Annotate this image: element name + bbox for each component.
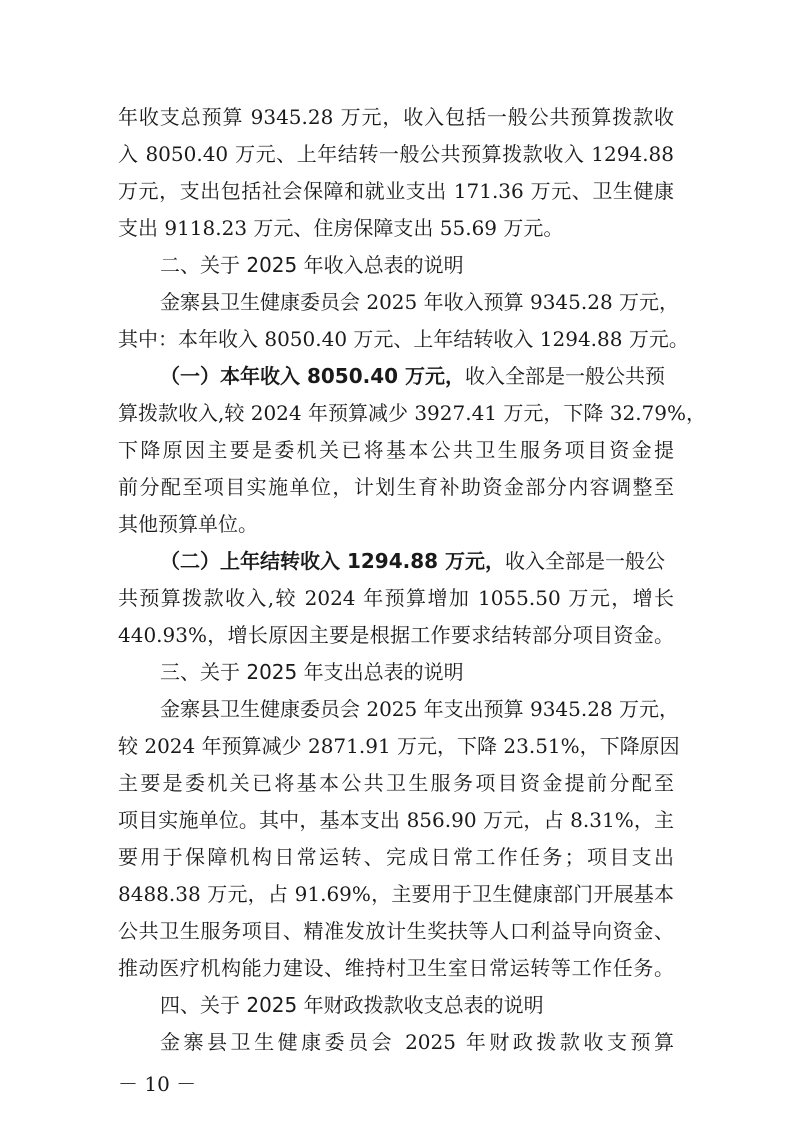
text-span: 收入全部是一般公 <box>505 549 666 573</box>
text-line <box>160 549 665 573</box>
subheading-bold: （二）上年结转收入 1294.88 万元， <box>160 549 506 573</box>
text-line: 主要是委机关已将基本公共卫生服务项目资金提前分配至 <box>118 771 674 795</box>
text-line: 其他预算单位。 <box>118 512 258 536</box>
text-line: 万元，支出包括社会保障和就业支出 171.36 万元、卫生健康 <box>118 179 674 203</box>
text-line: 推动医疗机构能力建设、维持村卫生室日常运转等工作任务。 <box>118 956 674 980</box>
text-line: 共预算拨款收入,较 2024 年预算增加 1055.50 万元，增长 <box>118 586 674 610</box>
text-line: 公共卫生服务项目、精准发放计生奖扶等人口利益导向资金、 <box>118 919 674 943</box>
text-line: 较 2024 年预算减少 2871.91 万元，下降 23.51%，下降原因 <box>118 734 680 758</box>
text-line: 金寨县卫生健康委员会 2025 年财政拨款收支预算 <box>160 1030 674 1054</box>
text-span: 收入全部是一般公共预 <box>465 364 666 388</box>
section-heading: 四、关于 2025 年财政拨款收支总表的说明 <box>160 993 544 1017</box>
text-line <box>160 364 665 388</box>
text-line: 8488.38 万元，占 91.69%，主要用于卫生健康部门开展基本 <box>118 882 674 906</box>
subheading-bold: （一）本年收入 8050.40 万元， <box>160 364 466 388</box>
text-line: 440.93%，增长原因主要是根据工作要求结转部分项目资金。 <box>118 623 674 647</box>
text-line: 要用于保障机构日常运转、完成日常工作任务；项目支出 <box>118 845 674 869</box>
text-line: 项目实施单位。其中，基本支出 856.90 万元，占 8.31%，主 <box>118 808 674 832</box>
text-line: 支出 9118.23 万元、住房保障支出 55.69 万元。 <box>118 216 564 240</box>
text-line: 年收支总预算 9345.28 万元，收入包括一般公共预算拨款收 <box>118 105 674 129</box>
text-line: 入 8050.40 万元、上年结转一般公共预算拨款收入 1294.88 <box>118 142 674 166</box>
text-line: 算拨款收入,较 2024 年预算减少 3927.41 万元，下降 32.79%， <box>118 401 707 425</box>
text-line: 其中：本年收入 8050.40 万元、上年结转收入 1294.88 万元。 <box>118 327 689 351</box>
text-line: 下降原因主要是委机关已将基本公共卫生服务项目资金提 <box>118 438 674 462</box>
page-number: － 10 － <box>118 1072 197 1096</box>
section-heading: 二、关于 2025 年收入总表的说明 <box>160 253 464 277</box>
text-line: 金寨县卫生健康委员会 2025 年收入预算 9345.28 万元， <box>160 290 680 314</box>
text-line: 前分配至项目实施单位，计划生育补助资金部分内容调整至 <box>118 475 674 499</box>
text-line: 金寨县卫生健康委员会 2025 年支出预算 9345.28 万元， <box>160 697 680 721</box>
section-heading: 三、关于 2025 年支出总表的说明 <box>160 660 464 684</box>
